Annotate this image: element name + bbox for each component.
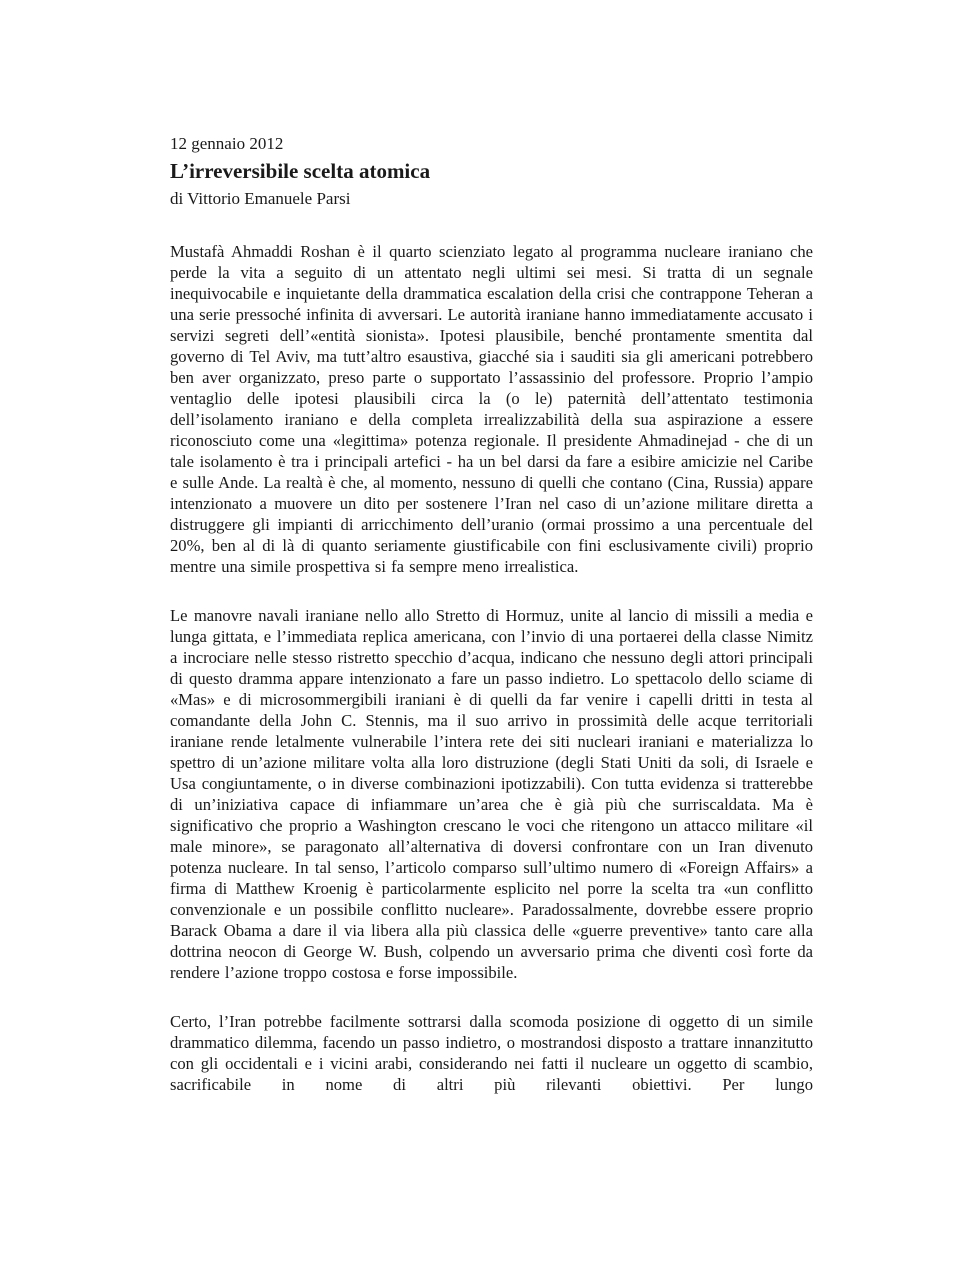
document-content — [170, 133, 813, 1095]
paragraph-3: Certo, l’Iran potrebbe facilmente sottrarsi dalla scomoda posizione di oggetto di un simile drammatico dilemma, facendo un passo indietro, o mostrandosi disposto a trattare innanzitutto con gli occidentali e i vicini arabi, considerando nei fatti il nucleare un oggetto di scambio, sacrificabile in nome di altri più rilevanti obiettivi. Per lungo — [170, 1012, 813, 1094]
paragraph-2: Le manovre navali iraniane nello allo Stretto di Hormuz, unite al lancio di missili a media e lunga gittata, e l’immediata replica americana, con l’invio di una portaerei della classe Nimitz a incrociare nelle stesso ristretto specchio d’acqua, indicano che nessuno degli attori principali di questo dramma appare intenzionato a fare un passo indietro. Lo spettacolo dello sciame di «Mas» e di microsommergibili iraniani è di quelli da far venire i capelli dritti in testa al comandante della John C. Stennis, ma il suo arrivo in prossimità delle acque territoriali iraniane rende letalmente vulnerabile l’intera rete dei siti nucleari iraniani e materializza lo spettro di un’azione militare volta alla loro distruzione (degli Stati Uniti da soli, di Israele e Usa congiuntamente, o in diverse combinazioni ipotizzabili). Con tutta evidenza si tratterebbe di un’iniziativa capace di infiammare un’area che è già più che surriscaldata. Ma è significativo che proprio a Washington crescano le voci che ritengono un attacco militare «il male minore», se paragonato all’alternativa di doversi confrontare con un Iran divenuto potenza nucleare. In tal senso, l’articolo comparso sull’ultimo numero di «Foreign Affairs» a firma di Matthew Kroenig è particolarmente esplicito nel porre la scelta tra «un conflitto convenzionale e un possibile conflitto nucleare». Paradossalmente, dovrebbe essere proprio Barack Obama a dare il via libera alla più classica delle «guerre preventive» tanto care alla dottrina neocon di George W. Bush, colpendo un avversario prima che diventi così forte da rendere l’azione troppo costosa e forse impossibile. — [170, 606, 813, 982]
document-byline: di Vittorio Emanuele Parsi — [170, 189, 351, 208]
paragraph-1: Mustafà Ahmaddi Roshan è il quarto scienziato legato al programma nucleare iraniano che perde la vita a seguito di un attentato negli ultimi sei mesi. Si tratta di un segnale inequivocabile e inquietante della drammatica escalation della crisi che contrappone Teheran a una serie pressoché infinita di avversari. Le autorità iraniane hanno immediatamente accusato i servizi segreti dell’«entità sionista». Ipotesi plausibile, benché prontamente smentita dal governo di Tel Aviv, ma tutt’altro esaustiva, giacché sia i sauditi sia gli americani potrebbero ben aver organizzato, preso parte o supportato l’assassinio del professore. Proprio l’ampio ventaglio delle ipotesi plausibili circa la (o le) paternità dell’attentato testimonia dell’isolamento iraniano e della completa irrealizzabilità della sua aspirazione a essere riconosciuto come una «legittima» potenza regionale. Il presidente Ahmadinejad - che di un tale isolamento è tra i principali artefici - ha un bel darsi da fare a esibire amicizie nel Caribe e sulle Ande. La realtà è che, al momento, nessuno di quelli che contano (Cina, Russia) appare intenzionato a muovere un dito per sostenere l’Iran nel caso di un’azione militare diretta a distruggere gli impianti di arricchimento dell’uranio (ormai prossimo a una percentuale del 20%, ben al di là di quanto seriamente giustificabile con fini esclusivamente civili) proprio mentre una simile prospettiva si fa sempre meno irrealistica. — [170, 242, 813, 576]
article-body — [170, 241, 813, 1095]
document-date: 12 gennaio 2012 — [170, 134, 284, 153]
document-title: L’irreversibile scelta atomica — [170, 159, 431, 183]
